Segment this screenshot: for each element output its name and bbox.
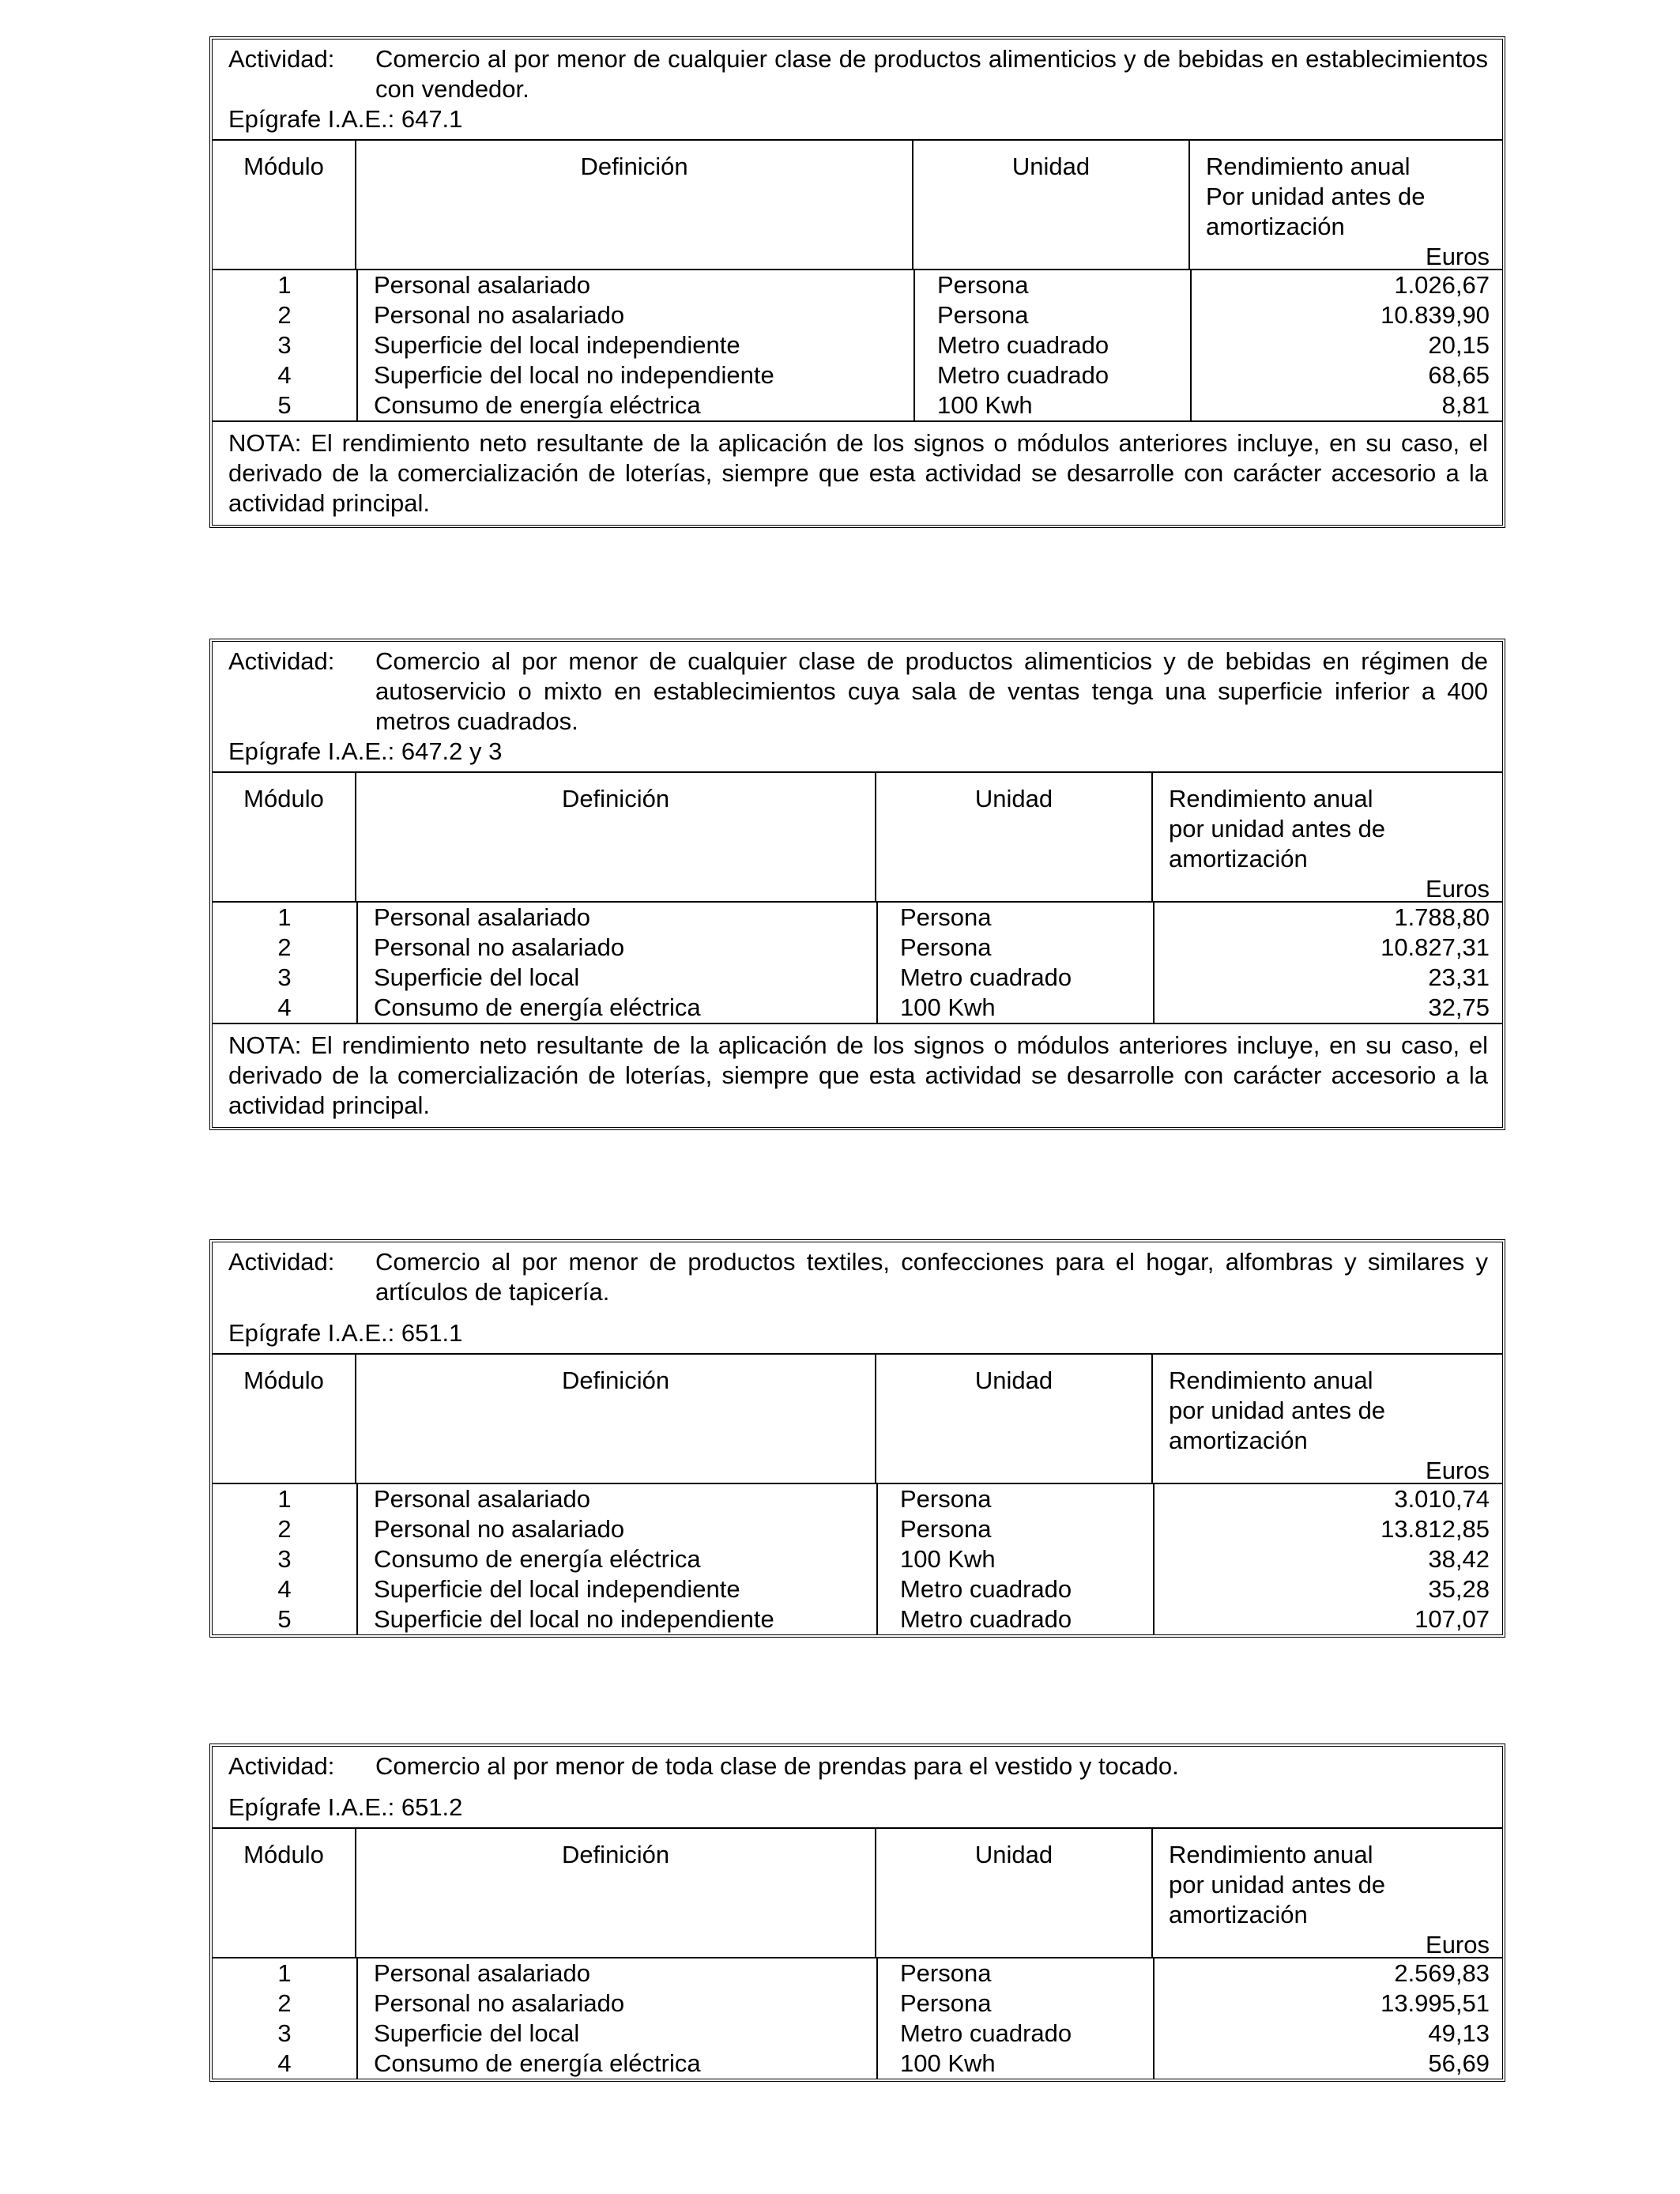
units bbox=[878, 1958, 1155, 2079]
table-row-num: 3 bbox=[277, 1545, 292, 1573]
table-row-unit: 100 Kwh bbox=[900, 2049, 996, 2077]
modulo-numbers bbox=[213, 1484, 358, 1634]
table-row-value: 10.839,90 bbox=[1381, 301, 1490, 329]
table-row-unit: Metro cuadrado bbox=[937, 331, 1109, 359]
rendimiento-line: amortización bbox=[1169, 1427, 1308, 1454]
table-row-value: 13.812,85 bbox=[1381, 1515, 1490, 1543]
column-header-row bbox=[213, 141, 1502, 270]
table-row-num: 4 bbox=[277, 2049, 292, 2077]
data-rows bbox=[213, 1484, 1502, 1634]
values bbox=[1155, 903, 1502, 1023]
table-row-def: Personal no asalariado bbox=[374, 1989, 625, 2017]
activity-header bbox=[213, 1242, 1502, 1355]
col-unidad: Unidad bbox=[876, 1829, 1153, 1957]
table-row-value: 68,65 bbox=[1428, 361, 1490, 389]
values bbox=[1192, 270, 1502, 420]
activity-header bbox=[213, 642, 1502, 773]
table-row-unit: 100 Kwh bbox=[900, 1545, 996, 1573]
table-row-value: 23,31 bbox=[1428, 963, 1490, 991]
rendimiento-line: amortización bbox=[1206, 213, 1345, 240]
col-modulo: Módulo bbox=[213, 1355, 356, 1483]
col-modulo: Módulo bbox=[213, 141, 356, 269]
table-row-def: Personal asalariado bbox=[374, 1959, 591, 1987]
activity-header bbox=[213, 40, 1502, 141]
table-row-num: 4 bbox=[277, 993, 292, 1021]
table-row-value: 10.827,31 bbox=[1381, 933, 1490, 961]
table-row-value: 32,75 bbox=[1428, 993, 1490, 1021]
table-row-unit: Persona bbox=[937, 301, 1029, 329]
col-definicion: Definición bbox=[356, 773, 876, 901]
activity-description: Comercio al por menor de cualquier clase de productos alimenticios y de bebidas en establecimientos con vendedor. bbox=[375, 45, 1488, 103]
epigrafe: Epígrafe I.A.E.: 647.2 y 3 bbox=[228, 737, 503, 765]
rendimiento-line: Rendimiento anual bbox=[1206, 153, 1411, 180]
table-row-value: 1.026,67 bbox=[1394, 271, 1490, 299]
activity-label: Actividad: bbox=[228, 1248, 335, 1276]
table-row-def: Consumo de energía eléctrica bbox=[374, 993, 701, 1021]
col-modulo: Módulo bbox=[213, 773, 356, 901]
table-row-unit: Persona bbox=[900, 1515, 992, 1543]
activity-description: Comercio al por menor de toda clase de prendas para el vestido y tocado. bbox=[375, 1752, 1179, 1780]
euros-label: Euros bbox=[1426, 1457, 1490, 1484]
table-row-value: 1.788,80 bbox=[1394, 903, 1490, 931]
table-row-num: 4 bbox=[277, 1575, 292, 1603]
table-row-def: Superficie del local bbox=[374, 2019, 580, 2047]
table-row-num: 2 bbox=[277, 1989, 292, 2017]
euros-label: Euros bbox=[1426, 1931, 1490, 1958]
rendimiento-line: amortización bbox=[1169, 845, 1308, 873]
definitions bbox=[358, 1484, 878, 1634]
table-row-unit: Persona bbox=[900, 903, 992, 931]
table-row-def: Superficie del local bbox=[374, 963, 580, 991]
table-row-unit: Persona bbox=[937, 271, 1029, 299]
table-row-value: 38,42 bbox=[1428, 1545, 1490, 1573]
table-row-value: 13.995,51 bbox=[1381, 1989, 1490, 2017]
column-header-row bbox=[213, 773, 1502, 903]
table-row-def: Personal asalariado bbox=[374, 1485, 591, 1513]
table-row-num: 5 bbox=[277, 1605, 292, 1633]
table-row-unit: 100 Kwh bbox=[937, 391, 1033, 419]
module-table-651-1 bbox=[209, 1239, 1505, 1638]
module-table-647-1 bbox=[209, 36, 1505, 528]
table-row-unit: Metro cuadrado bbox=[900, 2019, 1072, 2047]
definitions bbox=[358, 270, 915, 420]
col-definicion: Definición bbox=[356, 141, 913, 269]
table-row-def: Personal no asalariado bbox=[374, 301, 625, 329]
rendimiento-line: amortización bbox=[1169, 1901, 1308, 1928]
units bbox=[878, 1484, 1155, 1634]
col-definicion: Definición bbox=[356, 1355, 876, 1483]
definitions bbox=[358, 1958, 878, 2079]
rendimiento-line: Por unidad antes de bbox=[1206, 183, 1426, 210]
table-row-unit: Metro cuadrado bbox=[937, 361, 1109, 389]
data-rows bbox=[213, 903, 1502, 1024]
table-row-value: 20,15 bbox=[1428, 331, 1490, 359]
table-row-num: 2 bbox=[277, 933, 292, 961]
col-rendimiento bbox=[1153, 1355, 1502, 1483]
table-row-num: 5 bbox=[277, 391, 292, 419]
table-row-unit: Persona bbox=[900, 933, 992, 961]
rendimiento-line: por unidad antes de bbox=[1169, 1871, 1386, 1898]
rendimiento-line: por unidad antes de bbox=[1169, 1397, 1386, 1424]
table-row-def: Superficie del local no independiente bbox=[374, 1605, 774, 1633]
table-row-def: Consumo de energía eléctrica bbox=[374, 391, 701, 419]
col-unidad: Unidad bbox=[913, 141, 1190, 269]
table-row-num: 3 bbox=[277, 331, 292, 359]
table-row-value: 3.010,74 bbox=[1394, 1485, 1490, 1513]
modulo-numbers bbox=[213, 903, 358, 1023]
table-row-def: Superficie del local independiente bbox=[374, 331, 740, 359]
table-row-num: 1 bbox=[277, 1959, 292, 1987]
activity-label: Actividad: bbox=[228, 1752, 335, 1780]
epigrafe: Epígrafe I.A.E.: 651.1 bbox=[228, 1319, 463, 1347]
table-row-num: 1 bbox=[277, 271, 292, 299]
table-row-value: 2.569,83 bbox=[1394, 1959, 1490, 1987]
note: NOTA: El rendimiento neto resultante de la aplicación de los signos o módulos anteriores incluye, en su caso, el derivado de la comercialización de loterías, siempre que esta actividad se desarrolle con carácter accesorio a la actividad principal. bbox=[228, 1031, 1488, 1119]
epigrafe: Epígrafe I.A.E.: 651.2 bbox=[228, 1793, 463, 1821]
table-row-value: 56,69 bbox=[1428, 2049, 1490, 2077]
values bbox=[1155, 1958, 1502, 2079]
table-row-def: Personal asalariado bbox=[374, 271, 591, 299]
table-row-num: 4 bbox=[277, 361, 292, 389]
table-row-def: Superficie del local no independiente bbox=[374, 361, 774, 389]
rendimiento-line: Rendimiento anual bbox=[1169, 1841, 1373, 1868]
table-row-unit: Metro cuadrado bbox=[900, 1605, 1072, 1633]
activity-label: Actividad: bbox=[228, 647, 335, 675]
table-row-def: Personal no asalariado bbox=[374, 933, 625, 961]
modulo-numbers bbox=[213, 270, 358, 420]
rendimiento-line: Rendimiento anual bbox=[1169, 1367, 1373, 1394]
table-row-value: 8,81 bbox=[1441, 391, 1490, 419]
module-table-647-2-3 bbox=[209, 639, 1505, 1130]
data-rows bbox=[213, 270, 1502, 422]
table-row-value: 49,13 bbox=[1428, 2019, 1490, 2047]
data-rows bbox=[213, 1958, 1502, 2079]
column-header-row bbox=[213, 1829, 1502, 1958]
table-row-unit: Metro cuadrado bbox=[900, 963, 1072, 991]
units bbox=[878, 903, 1155, 1023]
definitions bbox=[358, 903, 878, 1023]
table-row-unit: Metro cuadrado bbox=[900, 1575, 1072, 1603]
table-row-value: 35,28 bbox=[1428, 1575, 1490, 1603]
table-row-unit: Persona bbox=[900, 1485, 992, 1513]
table-row-num: 2 bbox=[277, 1515, 292, 1543]
table-row-num: 1 bbox=[277, 903, 292, 931]
table-row-def: Consumo de energía eléctrica bbox=[374, 1545, 701, 1573]
table-row-def: Personal no asalariado bbox=[374, 1515, 625, 1543]
activity-description: Comercio al por menor de productos textiles, confecciones para el hogar, alfombras y similares y artículos de tapicería. bbox=[375, 1248, 1488, 1306]
euros-label: Euros bbox=[1426, 875, 1490, 903]
activity-header bbox=[213, 1747, 1502, 1829]
table-row-def: Consumo de energía eléctrica bbox=[374, 2049, 701, 2077]
rendimiento-line: por unidad antes de bbox=[1169, 815, 1386, 843]
table-row-num: 1 bbox=[277, 1485, 292, 1513]
table-row-num: 3 bbox=[277, 963, 292, 991]
table-row-unit: 100 Kwh bbox=[900, 993, 996, 1021]
col-definicion: Definición bbox=[356, 1829, 876, 1957]
table-row-def: Superficie del local independiente bbox=[374, 1575, 740, 1603]
rendimiento-line: Rendimiento anual bbox=[1169, 785, 1373, 812]
table-row-num: 3 bbox=[277, 2019, 292, 2047]
table-row-num: 2 bbox=[277, 301, 292, 329]
module-table-651-2 bbox=[209, 1744, 1505, 2082]
note: NOTA: El rendimiento neto resultante de la aplicación de los signos o módulos anteriores incluye, en su caso, el derivado de la comercialización de loterías, siempre que esta actividad se desarrolle con carácter accesorio a la actividad principal. bbox=[228, 429, 1488, 517]
table-row-unit: Persona bbox=[900, 1989, 992, 2017]
col-modulo: Módulo bbox=[213, 1829, 356, 1957]
col-unidad: Unidad bbox=[876, 1355, 1153, 1483]
modulo-numbers bbox=[213, 1958, 358, 2079]
col-rendimiento bbox=[1190, 141, 1502, 269]
col-rendimiento bbox=[1153, 1829, 1502, 1957]
units bbox=[915, 270, 1192, 420]
values bbox=[1155, 1484, 1502, 1634]
column-header-row bbox=[213, 1355, 1502, 1484]
col-rendimiento bbox=[1153, 773, 1502, 901]
activity-label: Actividad: bbox=[228, 45, 335, 73]
table-row-unit: Persona bbox=[900, 1959, 992, 1987]
euros-label: Euros bbox=[1426, 243, 1490, 270]
epigrafe: Epígrafe I.A.E.: 647.1 bbox=[228, 105, 463, 133]
col-unidad: Unidad bbox=[876, 773, 1153, 901]
activity-description: Comercio al por menor de cualquier clase de productos alimenticios y de bebidas en régimen de autoservicio o mixto en establecimientos cuya sala de ventas tenga una superficie inferior a 400 metros cuadrados. bbox=[375, 647, 1488, 735]
table-row-value: 107,07 bbox=[1414, 1605, 1490, 1633]
table-row-def: Personal asalariado bbox=[374, 903, 591, 931]
